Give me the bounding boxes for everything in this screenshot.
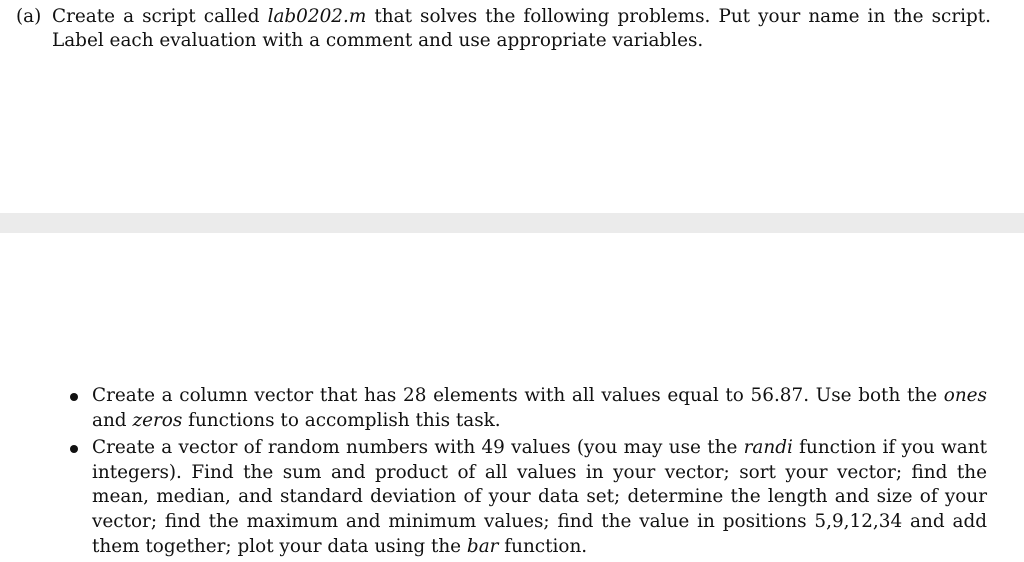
problem-text-part: that solves the following problems. Put your name in the script. Label each evaluation with a comment and use appropriate variables. [52,6,991,51]
function-name: bar [466,535,499,557]
function-name: zeros [132,409,183,431]
task-text: Create a column vector that has 28 elements with all values equal to 56.87. Use both the [92,385,944,406]
document-page-top [0,0,1024,213]
problem-label: (a) [16,6,42,27]
task-text: and [92,409,133,431]
function-name: ones [943,385,987,406]
page-separator [0,213,1024,233]
problem-text-part: Create a script called [52,6,268,27]
script-filename: lab0202.m [267,6,367,27]
task-text: Create a vector of random numbers with 49 values (you may use the [92,437,744,459]
task-text: functions to accomplish this task. [182,409,501,431]
function-name: randi [743,437,793,459]
task-list [56,384,987,562]
task-text: function if you want integers). Find the sum and product of all values in your vector; sort your vector; find the mean, median, and standard deviation of your data set; determine the length and size of your vector; find the maximum and minimum values; find the value in positions 5,9,12,34 and add them together; plot your data using the [92,437,987,557]
bullet-icon [70,393,78,401]
task-text: function. [498,535,588,557]
problem-statement [16,5,991,53]
list-item [56,384,987,433]
problem-text [52,5,991,53]
bullet-icon [70,445,78,453]
list-item [56,436,987,559]
